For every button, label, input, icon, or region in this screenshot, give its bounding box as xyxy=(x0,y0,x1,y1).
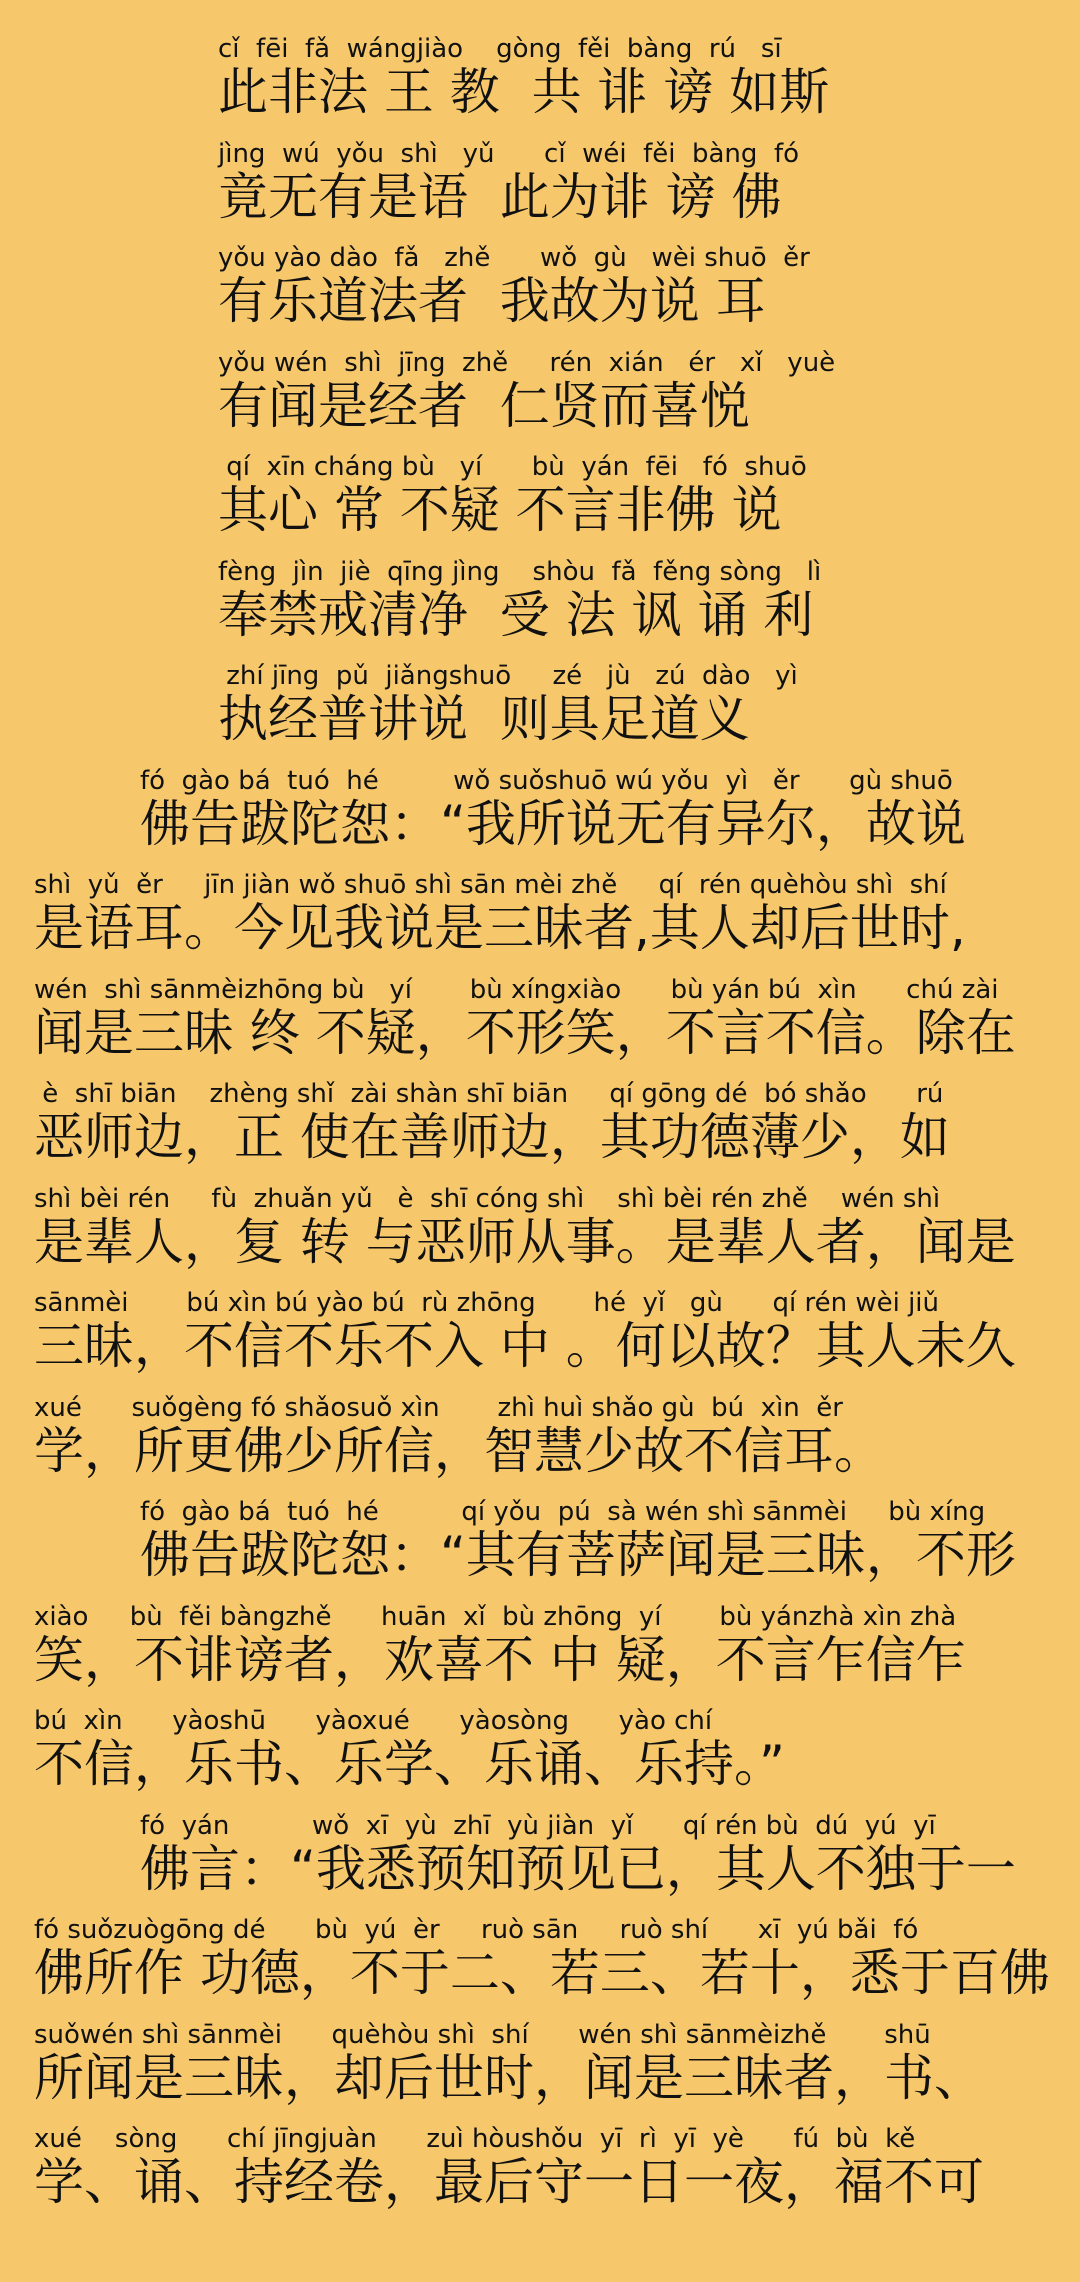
hanzi-row: 其心 常 不疑 不言非佛 说 xyxy=(218,481,782,539)
hanzi-row: 执经普讲说 则具足道义 xyxy=(218,690,750,748)
hanzi-row: 闻是三昧 终 不疑，不形笑，不言不信。除在 xyxy=(34,1003,1016,1062)
pinyin-row: fó suǒzuògōng dé bù yú èr ruò sān ruò shí xī yú bǎi fó xyxy=(34,1915,919,1945)
hanzi-row: 奉禁戒清净 受 法 讽 诵 利 xyxy=(218,585,814,644)
verse-line-1 xyxy=(0,34,1080,139)
pinyin-row: bú xìn yàoshū yàoxué yàosòng yào chí xyxy=(34,1706,713,1736)
pinyin-row: è shī biān zhèng shǐ zài shàn shī biān qí gōng dé bó shǎo rú xyxy=(34,1079,944,1109)
pinyin-row: xué suǒgèng fó shǎosuǒ xìn zhì huì shǎo gù bú xìn ěr xyxy=(34,1392,843,1423)
pinyin-row: fèng jìn jiè qīng jìng shòu fǎ fěng sòng lì xyxy=(218,556,822,587)
pinyin-row: fó gào bá tuó hé qí yǒu pú sà wén shì sānmèi bù xíng xyxy=(140,1497,986,1527)
verse-line-4 xyxy=(0,348,1080,453)
hanzi-row: 恶师边，正 使在善师边，其功德薄少，如 xyxy=(34,1108,950,1166)
pinyin-row: fó gào bá tuó hé wǒ suǒshuō wú yǒu yì ěr gù shuō xyxy=(140,765,953,796)
prose-line-14 xyxy=(0,2124,1080,2229)
verse-line-3 xyxy=(0,243,1080,348)
prose-line-12 xyxy=(0,1915,1080,2020)
hanzi-row: 是辈人，复 转 与恶师从事。是辈人者，闻是 xyxy=(34,1212,1016,1271)
pinyin-row: zhí jīng pǔ jiǎngshuō zé jù zú dào yì xyxy=(218,661,798,691)
hanzi-row: 佛告跋陀恕：“我所说无有异尔，故说 xyxy=(140,794,966,853)
pinyin-row: yǒu wén shì jīng zhě rén xián ér xǐ yuè xyxy=(218,347,836,378)
pinyin-row: shì yǔ ěr jīn jiàn wǒ shuō shì sān mèi zhě qí rén quèhòu shì shí xyxy=(34,870,947,900)
prose-line-3 xyxy=(0,975,1080,1080)
hanzi-row: 竟无有是语 此为诽 谤 佛 xyxy=(218,167,782,226)
prose-line-7 xyxy=(0,1393,1080,1498)
verse-line-7 xyxy=(0,661,1080,766)
verse-line-5 xyxy=(0,452,1080,557)
prose-line-9 xyxy=(0,1602,1080,1707)
pinyin-row: xiào bù fěi bàngzhě huān xǐ bù zhōng yí bù yánzhà xìn zhà xyxy=(34,1601,957,1632)
hanzi-row: 是语耳。今见我说是三昧者,其人却后世时, xyxy=(34,899,966,957)
hanzi-row: 所闻是三昧，却后世时，闻是三昧者，书、 xyxy=(34,2048,984,2107)
verse-line-2 xyxy=(0,139,1080,244)
hanzi-row: 三昧，不信不乐不入 中 。何以故？其人未久 xyxy=(34,1317,1016,1375)
prose-line-4 xyxy=(0,1079,1080,1184)
hanzi-row: 笑，不诽谤者，欢喜不 中 疑，不言乍信乍 xyxy=(34,1630,966,1689)
pinyin-row: cǐ fēi fǎ wángjiào gòng fěi bàng rú sī xyxy=(218,34,782,64)
prose-line-6 xyxy=(0,1288,1080,1393)
prose-line-2 xyxy=(0,870,1080,975)
hanzi-row: 佛所作 功德，不于二、若三、若十，悉于百佛 xyxy=(34,1944,1050,2002)
pinyin-row: fó yán wǒ xī yù zhī yù jiàn yǐ qí rén bù dú yú yī xyxy=(140,1810,936,1841)
prose-line-1 xyxy=(0,766,1080,871)
prose-line-13 xyxy=(0,2020,1080,2125)
hanzi-row: 学、诵、持经卷，最后守一日一夜，福不可 xyxy=(34,2153,984,2211)
hanzi-row: 学，所更佛少所信，智慧少故不信耳。 xyxy=(34,1421,884,1480)
prose-line-10 xyxy=(0,1706,1080,1811)
hanzi-row: 此非法 王 教 共 诽 谤 如斯 xyxy=(218,63,830,121)
hanzi-row: 佛告跋陀恕：“其有菩萨闻是三昧，不形 xyxy=(140,1526,1016,1584)
pinyin-row: jìng wú yǒu shì yǔ cǐ wéi fěi bàng fó xyxy=(218,138,800,169)
pinyin-row: wén shì sānmèizhōng bù yí bù xíngxiào bù yán bú xìn chú zài xyxy=(34,974,999,1005)
prose-line-5 xyxy=(0,1184,1080,1289)
pinyin-row: qí xīn cháng bù yí bù yán fēi fó shuō xyxy=(218,452,807,482)
hanzi-row: 有闻是经者 仁贤而喜悦 xyxy=(218,376,750,435)
prose-line-8 xyxy=(0,1497,1080,1602)
prose-line-11 xyxy=(0,1811,1080,1916)
pinyin-row: sānmèi bú xìn bú yào bú rù zhōng hé yǐ gù qí rén wèi jiǔ xyxy=(34,1288,940,1318)
hanzi-row: 有乐道法者 我故为说 耳 xyxy=(218,272,766,330)
verse-line-6 xyxy=(0,557,1080,662)
pinyin-row: xué sòng chí jīngjuàn zuì hòushǒu yī rì yī yè fú bù kě xyxy=(34,2124,916,2154)
pinyin-row: yǒu yào dào fǎ zhě wǒ gù wèi shuō ěr xyxy=(218,243,810,273)
hanzi-row: 不信，乐书、乐学、乐诵、乐持。” xyxy=(34,1735,785,1793)
pinyin-row: suǒwén shì sānmèi quèhòu shì shí wén shì sānmèizhě shū xyxy=(34,2019,931,2050)
hanzi-row: 佛言：“我悉预知预见已，其人不独于一 xyxy=(140,1839,1016,1898)
pinyin-row: shì bèi rén fù zhuǎn yǔ è shī cóng shì shì bèi rén zhě wén shì xyxy=(34,1183,941,1214)
